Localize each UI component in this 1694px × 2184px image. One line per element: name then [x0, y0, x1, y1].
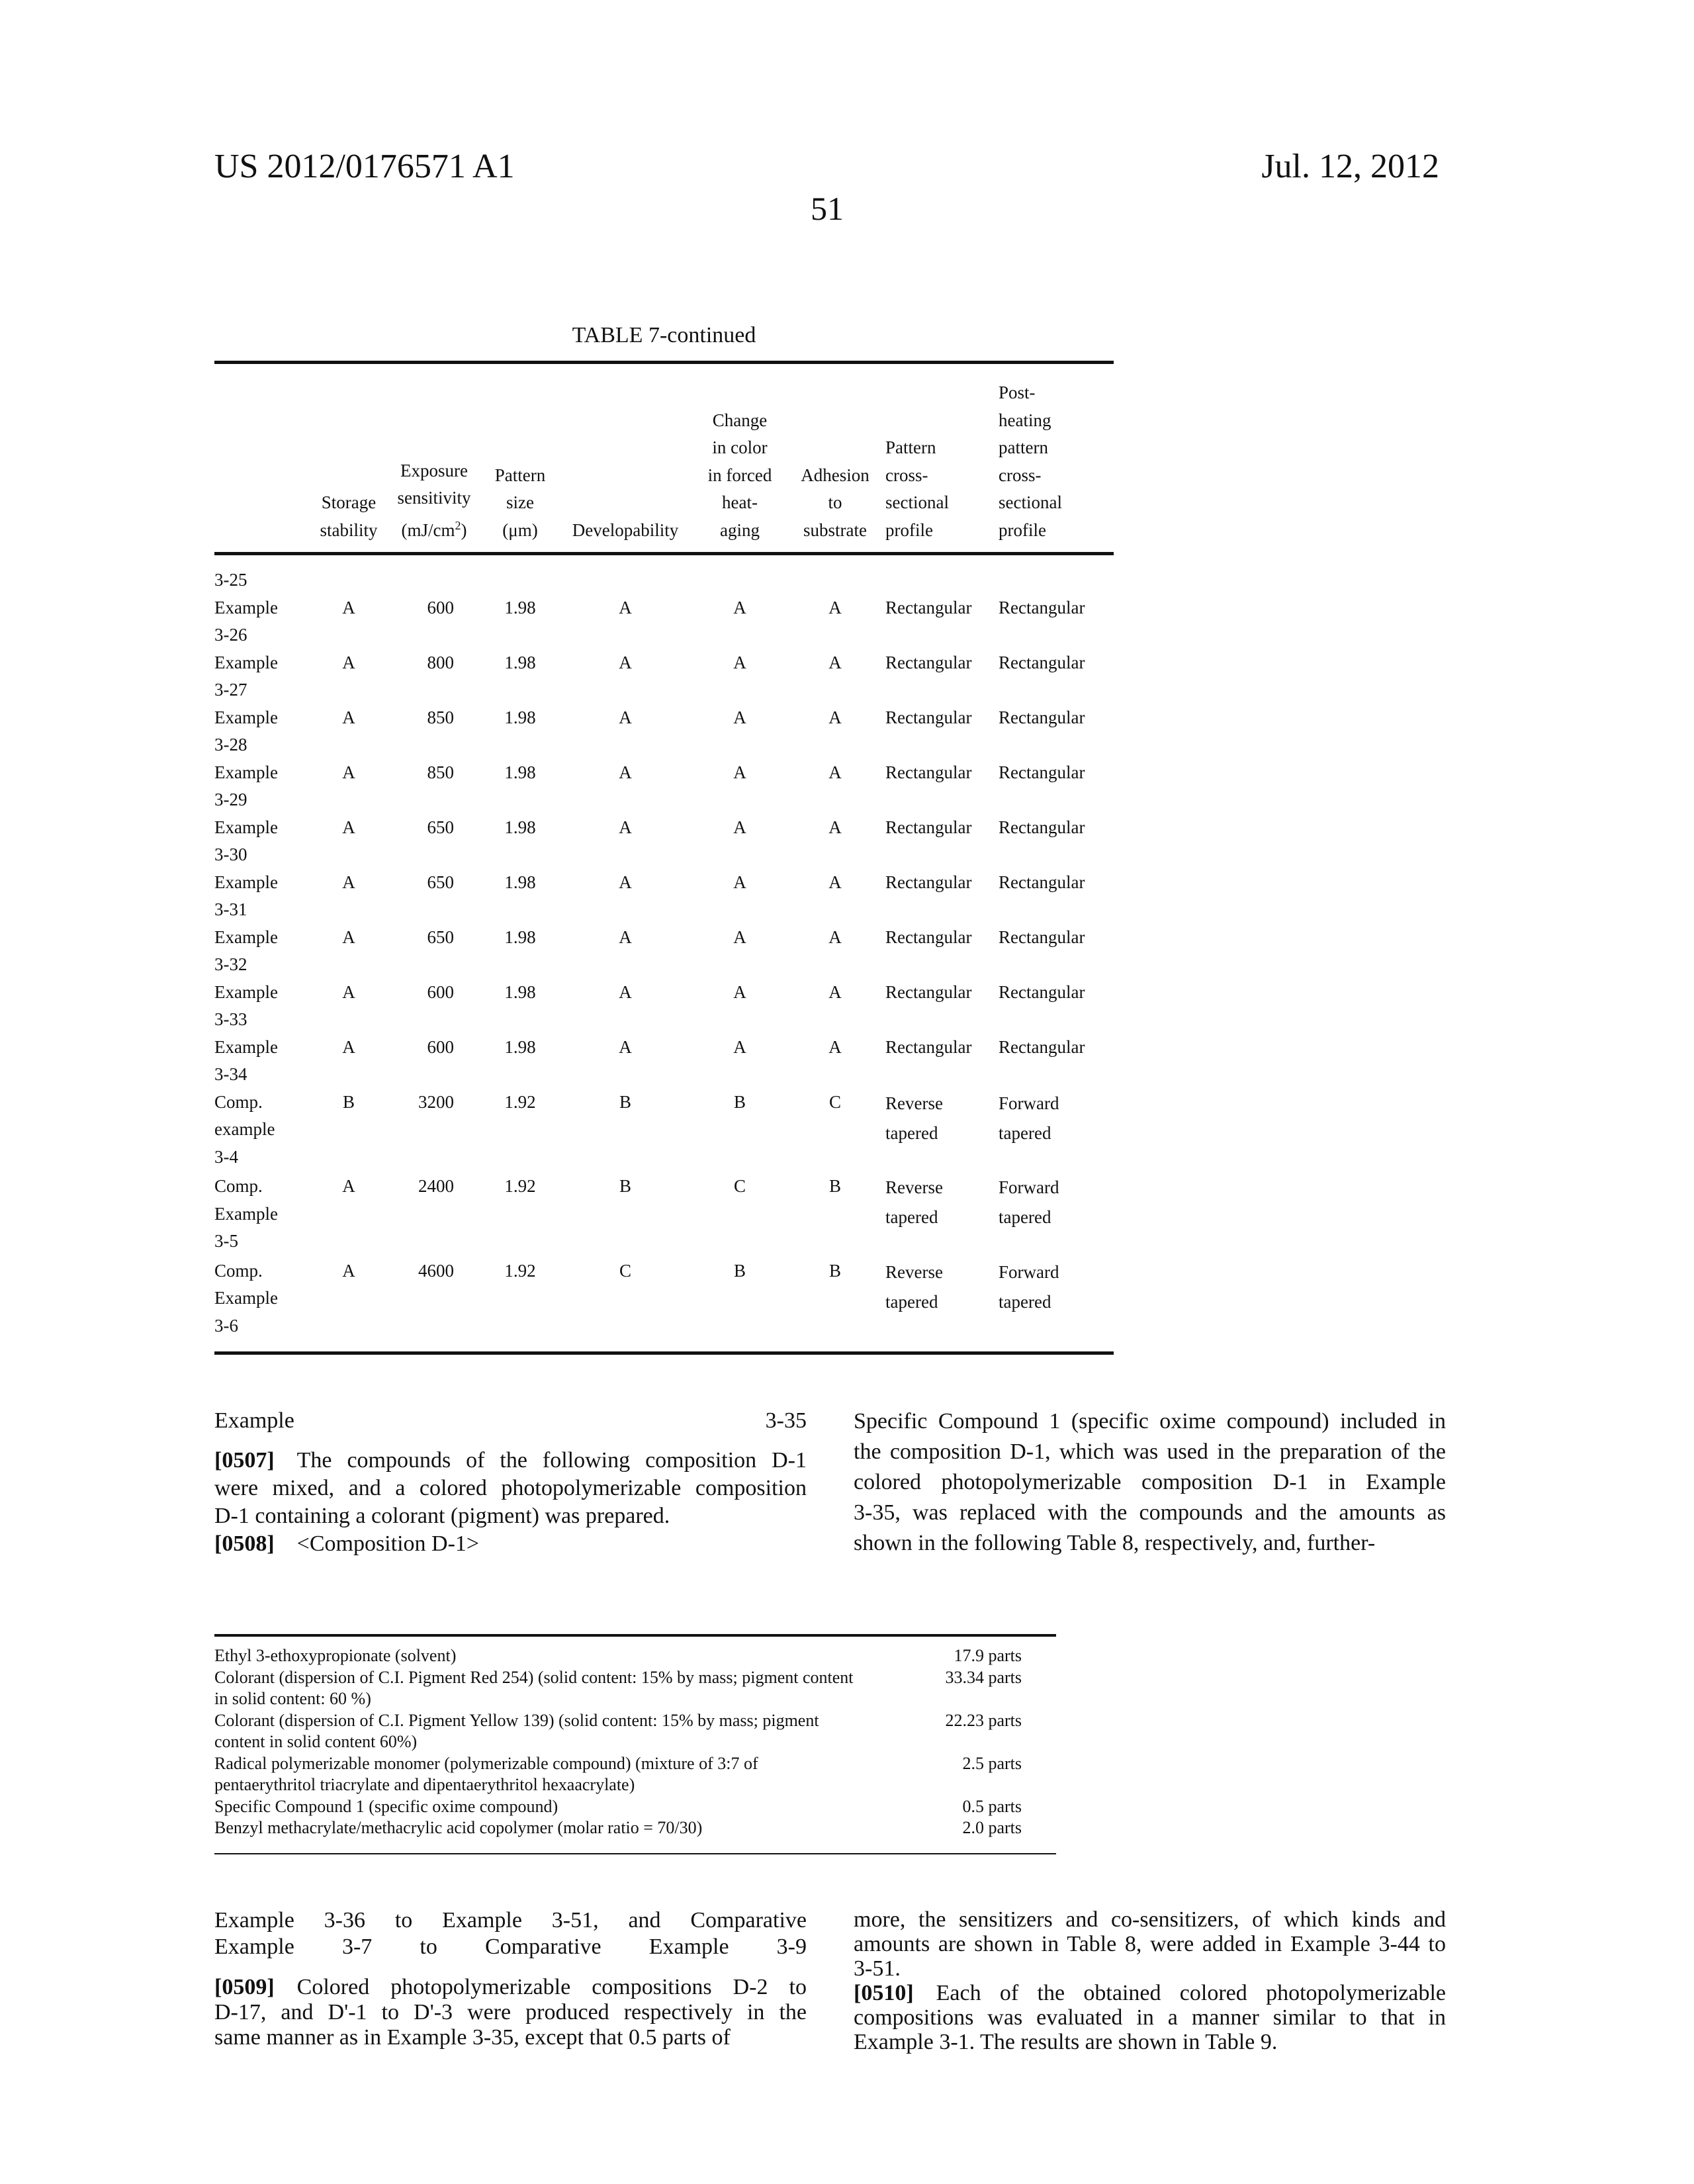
cell-prof — [885, 924, 995, 952]
cell-dev: C — [559, 1257, 691, 1285]
cell-chg: A — [693, 1034, 786, 1062]
column-header-line: Exposure — [388, 457, 480, 485]
column-header-line: (μm) — [480, 517, 560, 545]
cell-pat: 1.98 — [480, 594, 560, 622]
cell-prof — [885, 704, 995, 732]
section-heading — [214, 1406, 807, 1435]
cell-prof — [885, 759, 995, 787]
row-label-line: Example — [214, 1034, 314, 1062]
cell-adh: A — [789, 649, 881, 677]
column-header-line: sensitivity — [388, 484, 480, 512]
cell-line: Reverse — [885, 1257, 995, 1287]
cell-prof — [885, 814, 995, 842]
row-label — [214, 1034, 314, 1089]
row-label-line: Comp. — [214, 1257, 314, 1285]
cell-line: Rectangular — [999, 704, 1114, 732]
composition-row — [214, 1796, 1056, 1818]
text-line: [0508] <Composition D-1> — [214, 1530, 807, 1558]
cell-chg: A — [693, 924, 786, 952]
composition-row — [214, 1710, 1056, 1753]
column-header-line: sectional — [999, 489, 1114, 517]
column-header-line: Pattern — [480, 462, 560, 490]
cell-line: Rectangular — [999, 649, 1114, 677]
column-header-post — [999, 379, 1114, 544]
cell-dev: B — [559, 1173, 691, 1201]
cell-line: Rectangular — [999, 594, 1114, 622]
cell-pat: 1.98 — [480, 869, 560, 897]
column-header-line: cross- — [999, 462, 1114, 490]
table-header-rule — [214, 552, 1114, 555]
ingredient-amount: 0.5 parts — [962, 1796, 1022, 1818]
composition-row — [214, 1645, 1056, 1667]
column-header-line: heating — [999, 407, 1114, 435]
composition-row — [214, 1753, 1056, 1796]
text-line: amounts are shown in Table 8, were added in Example 3-44 to — [854, 1932, 1446, 1956]
cell-prof — [885, 1173, 995, 1232]
table-header — [0, 371, 1694, 544]
column-header-line: size — [480, 489, 560, 517]
text-line: were mixed, and a colored photopolymerizable composition — [214, 1475, 807, 1502]
cell-stor: B — [316, 1089, 382, 1116]
column-header-line: to — [789, 489, 881, 517]
text-line: Specific Compound 1 (specific oxime compound) included in — [854, 1406, 1446, 1437]
cell-pat: 1.92 — [480, 1257, 560, 1285]
cell-pat: 1.98 — [480, 759, 560, 787]
cell-line: Rectangular — [885, 759, 995, 787]
row-label-line: 3-31 — [214, 896, 314, 924]
cell-chg: A — [693, 869, 786, 897]
cell-dev: A — [559, 704, 691, 732]
cell-line: Rectangular — [885, 649, 995, 677]
row-label-line: 3-33 — [214, 1006, 314, 1034]
paragraph-continued — [854, 1907, 1446, 1981]
cell-pat: 1.98 — [480, 704, 560, 732]
ingredient-description — [214, 1667, 922, 1710]
ingredient-line: Colorant (dispersion of C.I. Pigment Yellow 139) (solid content: 15% by mass; pigment — [214, 1710, 922, 1732]
column-header-line: sectional — [885, 489, 995, 517]
row-label-line: Example — [214, 924, 314, 952]
cell-dev: A — [559, 1034, 691, 1062]
row-label — [214, 594, 314, 649]
cell-prof — [885, 979, 995, 1007]
column-header-line: in forced — [693, 462, 786, 490]
ingredient-line: pentaerythritol triacrylate and dipentaerythritol hexaacrylate) — [214, 1774, 922, 1796]
text-line: the composition D-1, which was used in the preparation of the — [854, 1437, 1446, 1467]
cell-line: Rectangular — [885, 594, 995, 622]
cell-line: Rectangular — [885, 979, 995, 1007]
row-label-line: Example — [214, 759, 314, 787]
cell-chg: A — [693, 979, 786, 1007]
ingredient-line: Benzyl methacrylate/methacrylic acid copolymer (molar ratio = 70/30) — [214, 1817, 922, 1839]
cell-chg: A — [693, 759, 786, 787]
text-line: 3-35, was replaced with the compounds and the amounts as — [854, 1498, 1446, 1528]
row-label-line: 3-27 — [214, 676, 314, 704]
column-header-line: substrate — [789, 517, 881, 545]
text-line: Example 3-1. The results are shown in Table 9. — [854, 2030, 1446, 2054]
text-line: [0507] The compounds of the following composition D-1 — [214, 1447, 807, 1475]
cell-exp: 3200 — [388, 1089, 480, 1116]
cell-pat: 1.98 — [480, 1034, 560, 1062]
cell-line: tapered — [885, 1118, 995, 1148]
paragraph-continued — [854, 1406, 1446, 1559]
text-line: same manner as in Example 3-35, except that 0.5 parts of — [214, 2025, 807, 2050]
cell-exp: 650 — [388, 869, 480, 897]
table-bottom-rule — [214, 1351, 1114, 1355]
cell-stor: A — [316, 704, 382, 732]
cell-line: Rectangular — [999, 869, 1114, 897]
cell-line: Forward — [999, 1257, 1114, 1287]
cell-exp: 600 — [388, 979, 480, 1007]
cell-dev: B — [559, 1089, 691, 1116]
composition-row — [214, 1667, 1056, 1710]
cell-stor: A — [316, 649, 382, 677]
cell-chg: A — [693, 594, 786, 622]
cell-adh: A — [789, 594, 881, 622]
cell-post — [999, 594, 1114, 622]
cell-exp: 850 — [388, 704, 480, 732]
cell-line: tapered — [885, 1287, 995, 1317]
cell-prof — [885, 1257, 995, 1317]
cell-prof — [885, 594, 995, 622]
cell-post — [999, 814, 1114, 842]
cell-adh: C — [789, 1089, 881, 1116]
row-label — [214, 979, 314, 1034]
cell-line: Reverse — [885, 1089, 995, 1118]
ingredient-description — [214, 1817, 922, 1839]
cell-adh: A — [789, 979, 881, 1007]
column-header-line: profile — [885, 517, 995, 545]
text-line: more, the sensitizers and co-sensitizers, of which kinds and — [854, 1907, 1446, 1932]
table-top-rule — [214, 361, 1114, 364]
column-header-line: heat- — [693, 489, 786, 517]
ingredient-amount: 33.34 parts — [945, 1667, 1022, 1689]
cell-dev: A — [559, 759, 691, 787]
cell-adh: B — [789, 1173, 881, 1201]
cell-post — [999, 869, 1114, 897]
cell-post — [999, 1089, 1114, 1148]
row-label — [214, 759, 314, 814]
cell-line: Rectangular — [885, 704, 995, 732]
cell-stor: A — [316, 1173, 382, 1201]
ingredient-description — [214, 1710, 922, 1753]
row-label-line: Comp. — [214, 1173, 314, 1201]
row-label-line: 3-30 — [214, 841, 314, 869]
text-line: Example 3-36 to Example 3-51, and Comparative — [214, 1907, 807, 1934]
ingredient-description — [214, 1796, 922, 1818]
cell-dev: A — [559, 869, 691, 897]
cell-pat: 1.92 — [480, 1173, 560, 1201]
ingredient-description — [214, 1645, 922, 1667]
text-line: Example 3-35 — [214, 1406, 807, 1435]
text-line: [0510] Each of the obtained colored photopolymerizable — [854, 1981, 1446, 2005]
column-header-line: cross- — [885, 462, 995, 490]
text-line: [0509] Colored photopolymerizable compositions D-2 to — [214, 1975, 807, 2000]
row-label-line: 3-6 — [214, 1312, 314, 1340]
cell-stor: A — [316, 759, 382, 787]
text-line: colored photopolymerizable composition D-1 in Example — [854, 1467, 1446, 1498]
ingredient-line: in solid content: 60 %) — [214, 1688, 922, 1710]
row-label-line: 3-4 — [214, 1144, 314, 1171]
row-label — [214, 649, 314, 704]
row-label-line: Example — [214, 1285, 314, 1312]
row-label-line: Example — [214, 649, 314, 677]
cell-pat: 1.98 — [480, 649, 560, 677]
ingredient-description — [214, 1753, 922, 1796]
column-header-line: stability — [316, 517, 382, 545]
column-header-pat — [480, 462, 560, 545]
cell-line: Forward — [999, 1089, 1114, 1118]
column-header-line: Developability — [559, 517, 691, 545]
row-label-line: Example — [214, 594, 314, 622]
cell-stor: A — [316, 924, 382, 952]
cell-stor: A — [316, 1034, 382, 1062]
cell-chg: A — [693, 649, 786, 677]
cell-line: tapered — [999, 1287, 1114, 1317]
row-label — [214, 924, 314, 979]
column-header-adh — [789, 462, 881, 545]
column-header-exp — [388, 457, 480, 545]
cell-exp: 2400 — [388, 1173, 480, 1201]
cell-exp: 600 — [388, 1034, 480, 1062]
composition-top-rule — [214, 1634, 1056, 1637]
cell-dev: A — [559, 649, 691, 677]
column-header-line: (mJ/cm2) — [388, 512, 480, 545]
cell-adh: A — [789, 704, 881, 732]
row-label-line: Example — [214, 814, 314, 842]
column-header-line: Adhesion — [789, 462, 881, 490]
cell-exp: 650 — [388, 814, 480, 842]
row-label-line: Example — [214, 869, 314, 897]
paragraph-number: [0507] — [214, 1448, 275, 1473]
column-header-line: pattern — [999, 434, 1114, 462]
cell-line: Rectangular — [999, 814, 1114, 842]
composition-bottom-rule — [214, 1853, 1056, 1854]
column-header-line: aging — [693, 517, 786, 545]
row-label-line: Example — [214, 704, 314, 732]
cell-post — [999, 649, 1114, 677]
cell-line: tapered — [885, 1203, 995, 1232]
cell-prof — [885, 1034, 995, 1062]
cell-adh: A — [789, 924, 881, 952]
column-header-prof — [885, 434, 995, 544]
patent-number: US 2012/0176571 A1 — [214, 147, 515, 186]
cell-chg: B — [693, 1089, 786, 1116]
cell-chg: A — [693, 704, 786, 732]
column-header-line: profile — [999, 517, 1114, 545]
cell-line: Forward — [999, 1173, 1114, 1203]
column-header-dev — [559, 517, 691, 545]
cell-line: tapered — [999, 1118, 1114, 1148]
ingredient-line: Colorant (dispersion of C.I. Pigment Red 254) (solid content: 15% by mass; pigment content — [214, 1667, 922, 1689]
column-header-line: Pattern — [885, 434, 995, 462]
cell-post — [999, 979, 1114, 1007]
column-header-line: Storage — [316, 489, 382, 517]
text-line: compositions was evaluated in a manner similar to that in — [854, 2005, 1446, 2030]
text-line: D-17, and D'-1 to D'-3 were produced respectively in the — [214, 2000, 807, 2025]
row-label — [214, 1173, 314, 1255]
ingredient-amount: 17.9 parts — [954, 1645, 1022, 1667]
cell-line: Rectangular — [999, 924, 1114, 952]
row-label-line: 3-5 — [214, 1228, 314, 1255]
ingredient-line: Specific Compound 1 (specific oxime compound) — [214, 1796, 922, 1818]
cell-exp: 850 — [388, 759, 480, 787]
cell-adh: A — [789, 1034, 881, 1062]
ingredient-amount: 2.5 parts — [962, 1753, 1022, 1775]
row-label-line: 3-29 — [214, 786, 314, 814]
column-header-stor — [316, 489, 382, 544]
cell-post — [999, 759, 1114, 787]
row-label-line: 3-34 — [214, 1061, 314, 1089]
column-header-line: Change — [693, 407, 786, 435]
row-label-continued: 3-25 — [214, 567, 314, 594]
cell-post — [999, 1257, 1114, 1317]
cell-post — [999, 1034, 1114, 1062]
cell-line: Rectangular — [999, 759, 1114, 787]
paragraph-0509 — [214, 1975, 807, 2050]
ingredient-line: Ethyl 3-ethoxypropionate (solvent) — [214, 1645, 922, 1667]
paragraph-0510 — [854, 1981, 1446, 2054]
cell-adh: A — [789, 869, 881, 897]
row-label-line: 3-28 — [214, 731, 314, 759]
publication-date: Jul. 12, 2012 — [1261, 147, 1439, 186]
paragraph-0507 — [214, 1447, 807, 1530]
row-label-line: 3-32 — [214, 951, 314, 979]
column-header-line: in color — [693, 434, 786, 462]
cell-chg: B — [693, 1257, 786, 1285]
cell-pat: 1.98 — [480, 979, 560, 1007]
cell-line: Rectangular — [999, 979, 1114, 1007]
cell-stor: A — [316, 979, 382, 1007]
cell-line: Rectangular — [885, 869, 995, 897]
cell-pat: 1.98 — [480, 924, 560, 952]
cell-line: Rectangular — [885, 814, 995, 842]
cell-prof — [885, 869, 995, 897]
cell-post — [999, 704, 1114, 732]
cell-prof — [885, 649, 995, 677]
cell-dev: A — [559, 979, 691, 1007]
cell-dev: A — [559, 814, 691, 842]
cell-stor: A — [316, 1257, 382, 1285]
composition-row — [214, 1817, 1056, 1839]
cell-adh: B — [789, 1257, 881, 1285]
cell-line: tapered — [999, 1203, 1114, 1232]
cell-stor: A — [316, 869, 382, 897]
cell-chg: C — [693, 1173, 786, 1201]
ingredient-line: content in solid content 60%) — [214, 1731, 922, 1753]
cell-exp: 4600 — [388, 1257, 480, 1285]
row-label — [214, 1257, 314, 1340]
text-line: shown in the following Table 8, respectively, and, further- — [854, 1528, 1446, 1559]
paragraph-number: [0510] — [854, 1981, 914, 2005]
text-line: Example 3-7 to Comparative Example 3-9 — [214, 1934, 807, 1960]
ingredient-amount: 2.0 parts — [962, 1817, 1022, 1839]
text-line: 3-51. — [854, 1956, 1446, 1981]
row-label-line: Example — [214, 979, 314, 1007]
row-label — [214, 1089, 314, 1171]
table-title: TABLE 7-continued — [214, 323, 1114, 348]
cell-pat: 1.92 — [480, 1089, 560, 1116]
row-label-line: 3-26 — [214, 621, 314, 649]
cell-stor: A — [316, 594, 382, 622]
cell-exp: 800 — [388, 649, 480, 677]
paragraph-number: [0509] — [214, 1975, 275, 1999]
row-label-line: Comp. — [214, 1089, 314, 1116]
cell-exp: 650 — [388, 924, 480, 952]
cell-line: Rectangular — [999, 1034, 1114, 1062]
row-label — [214, 814, 314, 869]
ingredient-amount: 22.23 parts — [945, 1710, 1022, 1732]
row-label — [214, 869, 314, 924]
row-label — [214, 704, 314, 759]
cell-adh: A — [789, 759, 881, 787]
cell-exp: 600 — [388, 594, 480, 622]
cell-post — [999, 924, 1114, 952]
paragraph-0508 — [214, 1530, 807, 1558]
column-header-chg — [693, 407, 786, 545]
cell-post — [999, 1173, 1114, 1232]
cell-prof — [885, 1089, 995, 1148]
page-number: 51 — [781, 189, 873, 228]
section-heading — [214, 1907, 807, 1960]
cell-stor: A — [316, 814, 382, 842]
row-label-line: Example — [214, 1201, 314, 1228]
cell-line: Reverse — [885, 1173, 995, 1203]
cell-dev: A — [559, 594, 691, 622]
cell-line: Rectangular — [885, 924, 995, 952]
text-line: D-1 containing a colorant (pigment) was prepared. — [214, 1502, 807, 1530]
ingredient-line: Radical polymerizable monomer (polymerizable compound) (mixture of 3:7 of — [214, 1753, 922, 1775]
paragraph-number: [0508] — [214, 1531, 275, 1556]
row-label-line: example — [214, 1116, 314, 1144]
column-header-line: Post- — [999, 379, 1114, 407]
cell-chg: A — [693, 814, 786, 842]
cell-dev: A — [559, 924, 691, 952]
cell-line: Rectangular — [885, 1034, 995, 1062]
cell-adh: A — [789, 814, 881, 842]
cell-pat: 1.98 — [480, 814, 560, 842]
